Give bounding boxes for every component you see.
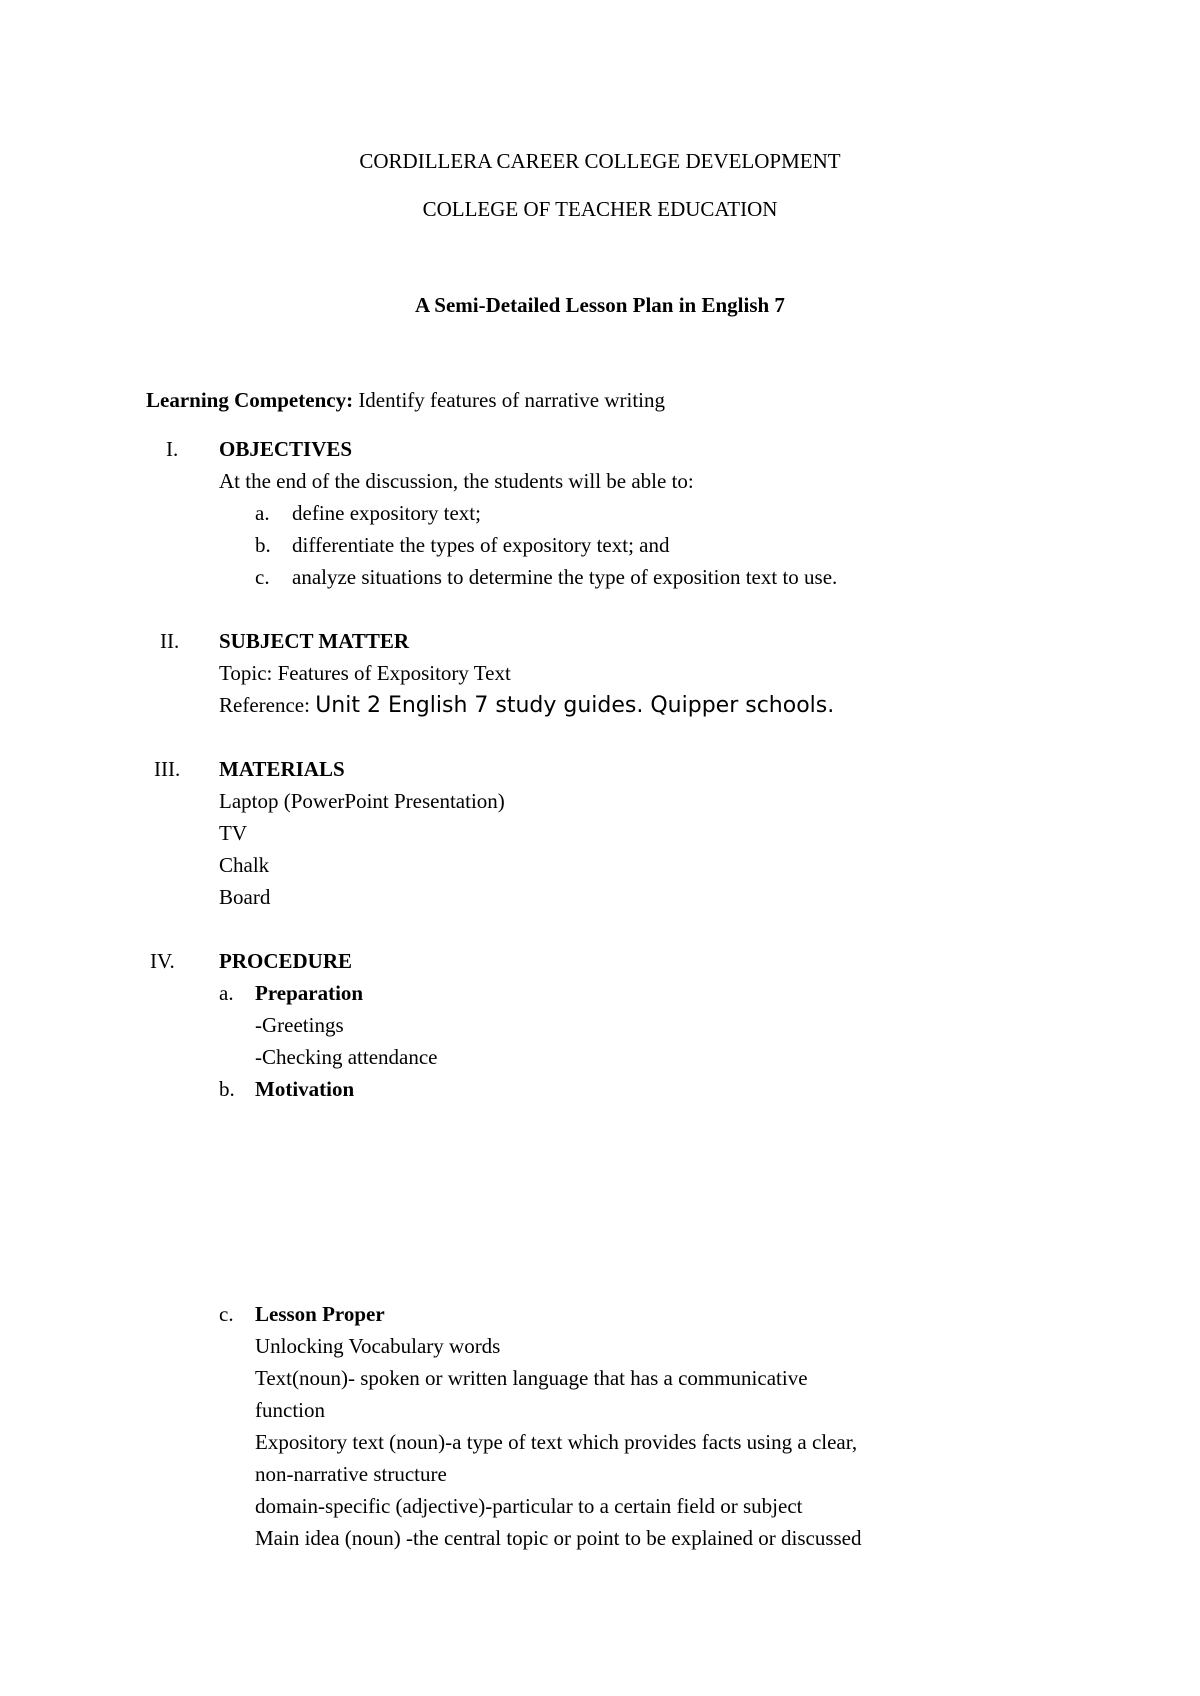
college-name: COLLEGE OF TEACHER EDUCATION [422, 197, 778, 221]
vocabulary-line: non-narrative structure [255, 1462, 447, 1486]
materials-heading: MATERIALS [219, 757, 345, 781]
preparation-item: -Greetings [255, 1013, 344, 1037]
vocabulary-line: function [255, 1398, 325, 1422]
objective-marker: c. [255, 565, 270, 589]
material-item: Chalk [219, 853, 270, 877]
preparation-marker: a. [219, 981, 234, 1005]
vocabulary-line: Text(noun)- spoken or written language that has a communicative [255, 1366, 808, 1390]
subject-matter-heading: SUBJECT MATTER [219, 629, 410, 653]
institution-name: CORDILLERA CAREER COLLEGE DEVELOPMENT [359, 149, 841, 173]
vocabulary-line: Main idea (noun) -the central topic or point to be explained or discussed [255, 1526, 862, 1550]
material-item: TV [219, 821, 247, 845]
lesson-proper-heading: Lesson Proper [255, 1302, 385, 1326]
lesson-plan-title: A Semi-Detailed Lesson Plan in English 7 [415, 293, 785, 317]
vocabulary-line: domain-specific (adjective)-particular to a certain field or subject [255, 1494, 803, 1518]
objective-item: differentiate the types of expository text; and [292, 533, 670, 557]
objective-marker: b. [255, 533, 271, 557]
lesson-proper-marker: c. [219, 1302, 234, 1326]
objective-item: analyze situations to determine the type of exposition text to use. [292, 565, 838, 589]
objective-marker: a. [255, 501, 270, 525]
vocabulary-heading: Unlocking Vocabulary words [255, 1334, 501, 1358]
subject-topic: Topic: Features of Expository Text [219, 661, 511, 685]
vocabulary-line: Expository text (noun)-a type of text which provides facts using a clear, [255, 1430, 858, 1454]
material-item: Laptop (PowerPoint Presentation) [219, 789, 505, 813]
subject-matter-numeral: II. [160, 629, 180, 653]
procedure-heading: PROCEDURE [219, 949, 353, 973]
objectives-numeral: I. [166, 437, 179, 461]
preparation-heading: Preparation [255, 981, 364, 1005]
reference-text: Unit 2 English 7 study guides. Quipper schools. [315, 693, 835, 718]
motivation-marker: b. [219, 1077, 235, 1101]
procedure-numeral: IV. [150, 949, 175, 973]
learning-competency [146, 384, 665, 416]
objectives-heading: OBJECTIVES [219, 437, 353, 461]
objectives-intro: At the end of the discussion, the students will be able to: [219, 469, 694, 493]
material-item: Board [219, 885, 271, 909]
subject-reference [219, 689, 834, 722]
reference-label: Reference: [219, 693, 310, 717]
competency-label: Learning Competency: [146, 388, 354, 412]
preparation-item: -Checking attendance [255, 1045, 438, 1069]
materials-numeral: III. [154, 757, 181, 781]
competency-text: Identify features of narrative writing [358, 388, 666, 412]
objective-item: define expository text; [292, 501, 481, 525]
motivation-heading: Motivation [255, 1077, 355, 1101]
